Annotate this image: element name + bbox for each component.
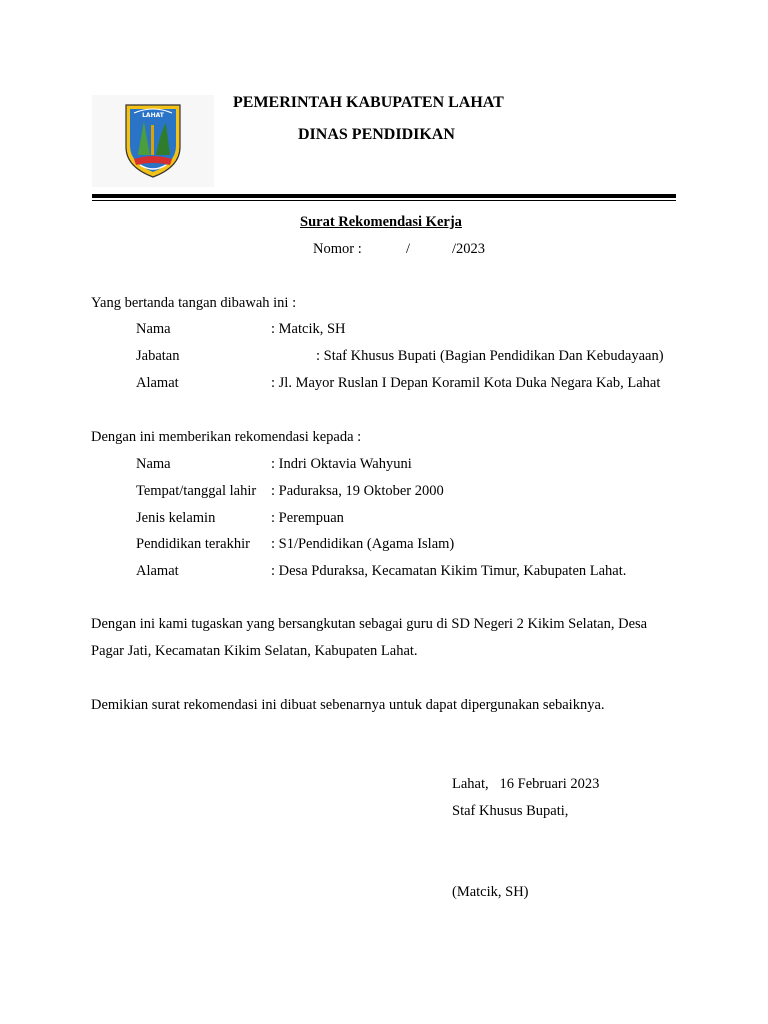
svg-text:LAHAT: LAHAT: [142, 112, 164, 119]
candidate-gender-value: : Perempuan: [271, 510, 344, 526]
agency-name: PEMERINTAH KABUPATEN LAHAT: [233, 94, 504, 111]
regency-logo: [92, 95, 214, 187]
signer-name-value: : Matcik, SH: [271, 321, 346, 337]
letter-title: Surat Rekomendasi Kerja: [300, 214, 462, 230]
candidate-address-label: Alamat: [136, 563, 179, 579]
candidate-birth-value: : Paduraksa, 19 Oktober 2000: [271, 483, 444, 499]
candidate-education-value: : S1/Pendidikan (Agama Islam): [271, 536, 455, 552]
signature-name: (Matcik, SH): [452, 884, 529, 900]
signer-address-label: Alamat: [136, 375, 179, 391]
signer-address-value: : Jl. Mayor Ruslan I Depan Koramil Kota Duka Negara Kab, Lahat: [271, 375, 661, 391]
signature-position: Staf Khusus Bupati,: [452, 803, 569, 819]
closing-statement: Demikian surat rekomendasi ini dibuat sebenarnya untuk dapat dipergunakan sebaiknya.: [91, 697, 605, 713]
letter-number-separator: /: [406, 241, 411, 257]
header-rule-thick: [92, 194, 676, 198]
signer-intro: Yang bertanda tangan dibawah ini :: [91, 295, 297, 311]
letter-number-year: /2023: [452, 241, 486, 257]
department-name: DINAS PENDIDIKAN: [298, 126, 455, 143]
candidate-name-value: : Indri Oktavia Wahyuni: [271, 456, 412, 472]
recommend-intro: Dengan ini memberikan rekomendasi kepada :: [91, 429, 362, 445]
candidate-name-label: Nama: [136, 456, 171, 472]
signer-position-value: : Staf Khusus Bupati (Bagian Pendidikan Dan Kebudayaan): [316, 348, 664, 364]
candidate-gender-label: Jenis kelamin: [136, 510, 216, 526]
letter-number-label: Nomor :: [313, 241, 362, 257]
candidate-education-label: Pendidikan terakhir: [136, 536, 250, 552]
header-rule-thin: [92, 200, 676, 201]
signature-place-date: Lahat, 16 Februari 2023: [452, 776, 600, 792]
signer-position-label: Jabatan: [136, 348, 180, 364]
candidate-birth-label: Tempat/tanggal lahir: [136, 483, 257, 499]
assignment-line-2: Pagar Jati, Kecamatan Kikim Selatan, Kabupaten Lahat.: [91, 643, 418, 659]
candidate-address-value: : Desa Pduraksa, Kecamatan Kikim Timur, Kabupaten Lahat.: [271, 563, 627, 579]
assignment-line-1: Dengan ini kami tugaskan yang bersangkutan sebagai guru di SD Negeri 2 Kikim Selatan, Desa: [91, 616, 648, 632]
lahat-emblem-icon: [92, 95, 214, 187]
signer-name-label: Nama: [136, 321, 171, 337]
